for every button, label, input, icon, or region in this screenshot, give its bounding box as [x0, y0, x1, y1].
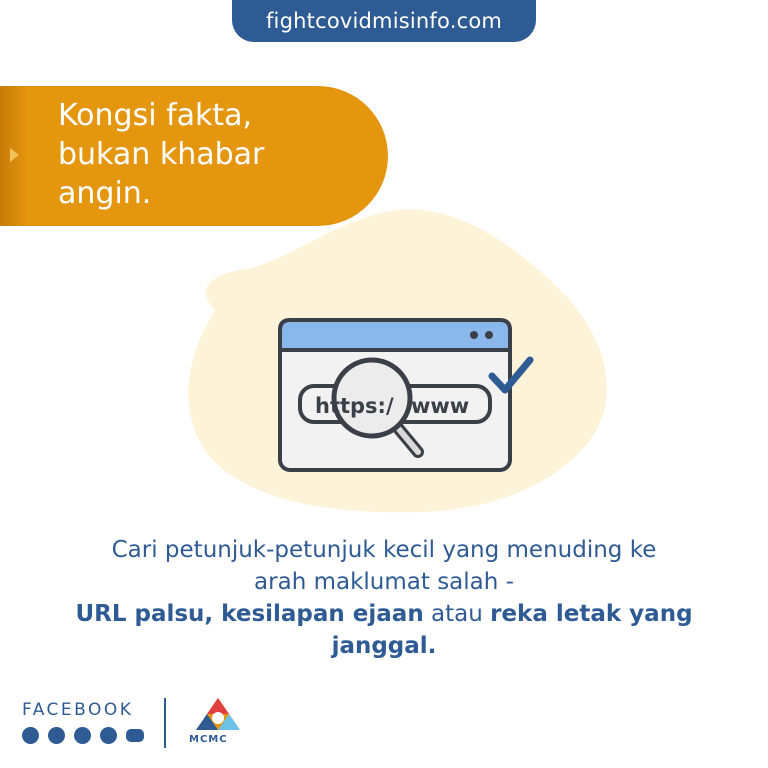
facebook-icon[interactable]	[22, 727, 39, 744]
site-url: fightcovidmisinfo.com	[265, 9, 503, 33]
message-line-1: Cari petunjuk-petunjuk kecil yang menuding ke	[111, 537, 657, 563]
window-dot-icon	[470, 331, 478, 339]
message-text	[40, 534, 728, 662]
mcmc-logo-text: MCMC	[189, 734, 228, 745]
youtube-icon[interactable]	[126, 729, 144, 742]
whatsapp-icon[interactable]	[100, 727, 117, 744]
messenger-icon[interactable]	[48, 727, 65, 744]
social-icons	[22, 727, 144, 744]
message-bold-1: URL palsu, kesilapan ejaan	[75, 601, 424, 627]
mcmc-logo-icon	[188, 696, 248, 736]
headline-line-1: Kongsi fakta,	[58, 98, 253, 133]
headline-line-3: angin.	[58, 176, 152, 211]
window-dot-icon	[485, 331, 493, 339]
facebook-label: FACEBOOK	[22, 700, 134, 720]
footer-divider	[164, 698, 166, 748]
instagram-icon[interactable]	[74, 727, 91, 744]
message-bold-2: reka letak yang janggal.	[331, 601, 693, 659]
message-line-2: arah maklumat salah -	[254, 569, 514, 595]
url-prefix: https:/	[315, 394, 394, 418]
message-line-3	[40, 598, 728, 662]
headline-line-2: bukan khabar	[58, 137, 265, 172]
message-mid: atau	[423, 601, 491, 627]
url-www: www	[411, 394, 470, 418]
